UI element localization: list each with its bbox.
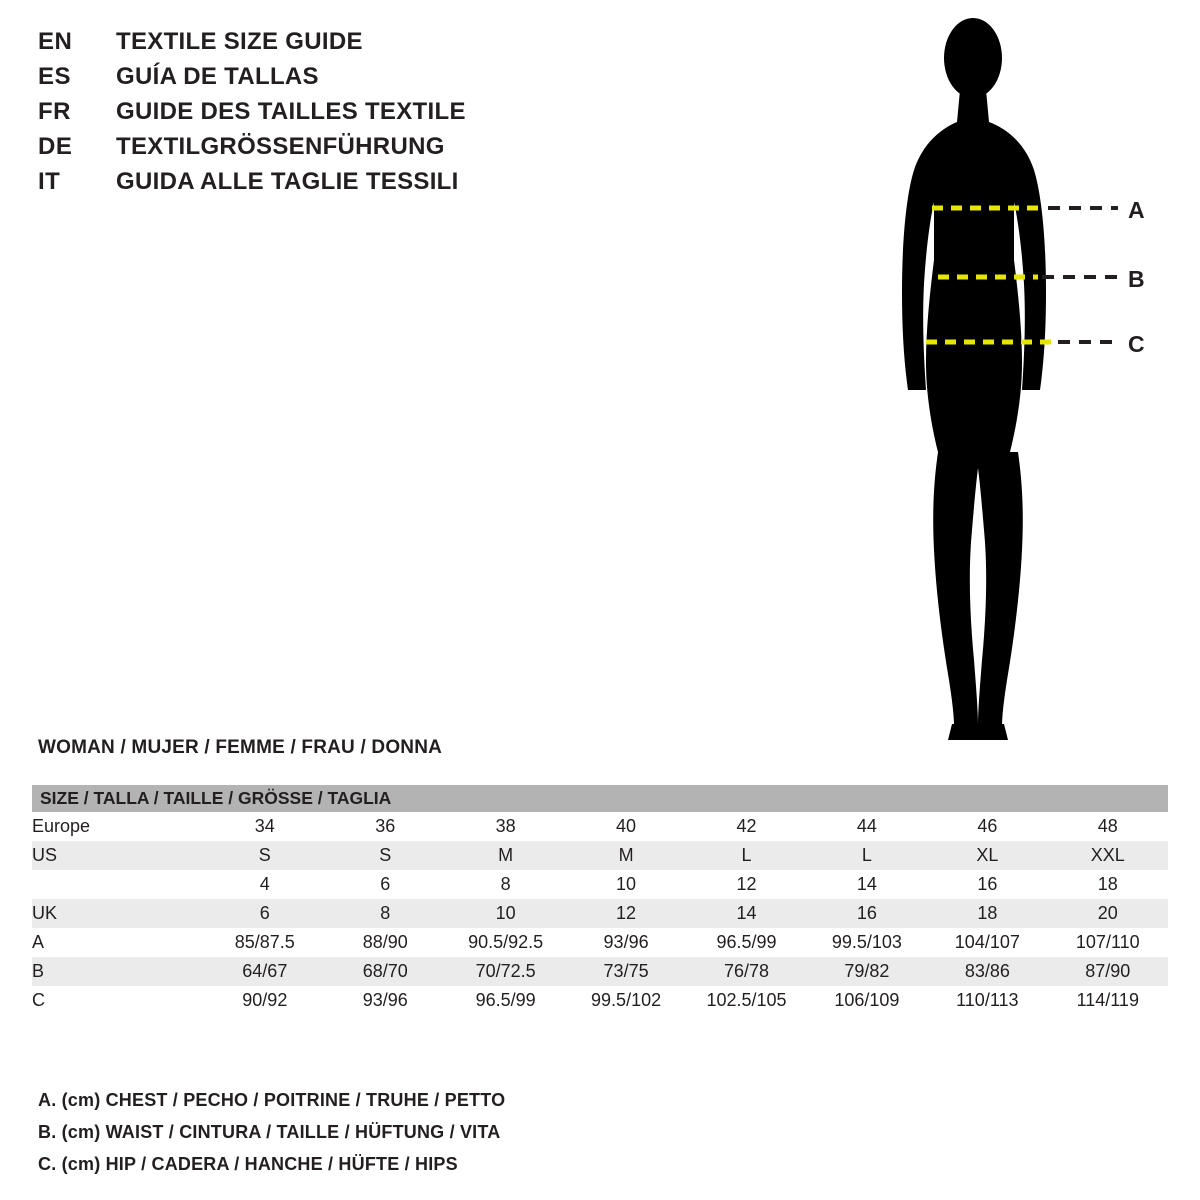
cell: 34 (205, 812, 325, 841)
table-row (32, 899, 1168, 928)
cell: 110/113 (927, 986, 1047, 1015)
cell: 16 (927, 870, 1047, 899)
cell: 90/92 (205, 986, 325, 1015)
table-row (32, 928, 1168, 957)
size-table (32, 785, 1168, 1015)
cell: 14 (686, 899, 806, 928)
language-code: IT (38, 168, 61, 195)
title-row (38, 133, 558, 168)
cell: XL (927, 841, 1047, 870)
table-row (32, 841, 1168, 870)
table-header-label: SIZE / TALLA / TAILLE / GRÖSSE / TAGLIA (32, 785, 1168, 812)
cell: 48 (1048, 812, 1168, 841)
cell: 12 (566, 899, 686, 928)
measure-label-a: A (1128, 197, 1145, 223)
cell: 64/67 (205, 957, 325, 986)
footnotes (38, 1090, 738, 1186)
female-silhouette-icon (860, 10, 1190, 750)
cell: M (445, 841, 565, 870)
cell: 93/96 (325, 986, 445, 1015)
cell: 107/110 (1048, 928, 1168, 957)
cell: 96.5/99 (686, 928, 806, 957)
row-label: A (32, 928, 205, 957)
row-label (32, 870, 205, 899)
cell: 36 (325, 812, 445, 841)
cell: 40 (566, 812, 686, 841)
cell: L (807, 841, 927, 870)
table-row (32, 812, 1168, 841)
measure-label-b: B (1128, 266, 1145, 292)
cell: 14 (807, 870, 927, 899)
cell: 85/87.5 (205, 928, 325, 957)
cell: 10 (445, 899, 565, 928)
cell: 68/70 (325, 957, 445, 986)
cell: S (205, 841, 325, 870)
figure-area (860, 10, 1190, 750)
cell: 8 (445, 870, 565, 899)
cell: 79/82 (807, 957, 927, 986)
language-code: DE (38, 133, 73, 160)
cell: 76/78 (686, 957, 806, 986)
language-title: TEXTILGRÖSSENFÜHRUNG (116, 133, 445, 160)
cell: 73/75 (566, 957, 686, 986)
cell: M (566, 841, 686, 870)
cell: 104/107 (927, 928, 1047, 957)
cell: 4 (205, 870, 325, 899)
row-label: US (32, 841, 205, 870)
table-header-row (32, 785, 1168, 812)
cell: 20 (1048, 899, 1168, 928)
title-row (38, 98, 558, 133)
cell: 44 (807, 812, 927, 841)
row-label: C (32, 986, 205, 1015)
cell: 99.5/103 (807, 928, 927, 957)
measure-label-c: C (1128, 331, 1145, 357)
language-code: FR (38, 98, 71, 125)
cell: 18 (1048, 870, 1168, 899)
cell: L (686, 841, 806, 870)
title-row (38, 63, 558, 98)
cell: 6 (205, 899, 325, 928)
footnote-hip: C. (cm) HIP / CADERA / HANCHE / HÜFTE / HIPS (38, 1154, 458, 1174)
cell: 88/90 (325, 928, 445, 957)
cell: 18 (927, 899, 1047, 928)
title-row (38, 28, 558, 63)
row-label: Europe (32, 812, 205, 841)
language-code: ES (38, 63, 72, 90)
language-title: GUIDE DES TAILLES TEXTILE (116, 98, 466, 125)
cell: S (325, 841, 445, 870)
cell: 96.5/99 (445, 986, 565, 1015)
cell: 83/86 (927, 957, 1047, 986)
cell: 12 (686, 870, 806, 899)
cell: 106/109 (807, 986, 927, 1015)
section-heading-woman: WOMAN / MUJER / FEMME / FRAU / DONNA (38, 737, 443, 758)
cell: XXL (1048, 841, 1168, 870)
row-label: UK (32, 899, 205, 928)
table-row (32, 986, 1168, 1015)
footnote-chest: A. (cm) CHEST / PECHO / POITRINE / TRUHE / PETTO (38, 1090, 506, 1110)
cell: 93/96 (566, 928, 686, 957)
cell: 87/90 (1048, 957, 1168, 986)
table-row (32, 957, 1168, 986)
language-code: EN (38, 28, 73, 55)
table-row (32, 870, 1168, 899)
cell: 46 (927, 812, 1047, 841)
cell: 70/72.5 (445, 957, 565, 986)
language-title: TEXTILE SIZE GUIDE (116, 28, 363, 55)
cell: 38 (445, 812, 565, 841)
cell: 90.5/92.5 (445, 928, 565, 957)
language-title: GUIDA ALLE TAGLIE TESSILI (116, 168, 459, 195)
language-title-block (38, 28, 558, 203)
cell: 16 (807, 899, 927, 928)
cell: 8 (325, 899, 445, 928)
cell: 6 (325, 870, 445, 899)
cell: 10 (566, 870, 686, 899)
cell: 114/119 (1048, 986, 1168, 1015)
cell: 42 (686, 812, 806, 841)
footnote-waist: B. (cm) WAIST / CINTURA / TAILLE / HÜFTUNG / VITA (38, 1122, 501, 1142)
language-title: GUÍA DE TALLAS (116, 63, 319, 90)
cell: 99.5/102 (566, 986, 686, 1015)
title-row (38, 168, 558, 203)
cell: 102.5/105 (686, 986, 806, 1015)
row-label: B (32, 957, 205, 986)
